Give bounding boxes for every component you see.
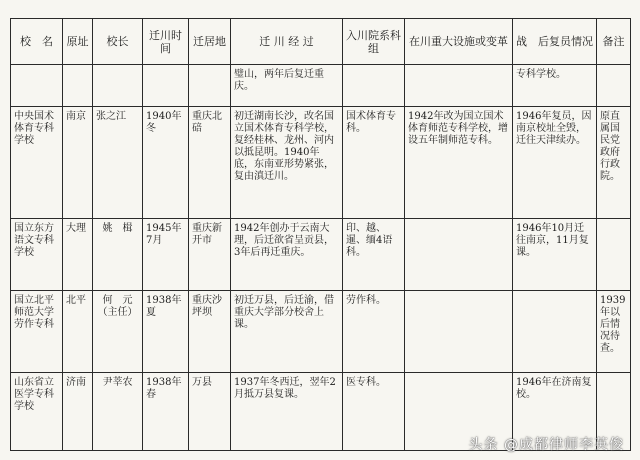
header-major-changes: 在川重大设施或变革 xyxy=(405,19,513,65)
table-header-row xyxy=(11,19,631,65)
cell-relocated-to xyxy=(189,65,231,107)
cell-relocation-process: 初迁万县，后迁渝，借重庆大学部分校舍上课。 xyxy=(231,291,343,373)
cell-major-changes xyxy=(405,291,513,373)
cell-relocation-process: 璧山，两年后复迁重庆。 xyxy=(231,65,343,107)
header-relocation-time: 迁川时间 xyxy=(143,19,189,65)
cell-school-name: 山东省立医学专科学校 xyxy=(11,373,63,451)
cell-major-changes: 1942年改为国立国术体育师范专科学校，增设五年制师范专科。 xyxy=(405,107,513,219)
cell-relocation-time: 1940年冬 xyxy=(143,107,189,219)
cell-relocation-time xyxy=(143,65,189,107)
cell-original-site: 济南 xyxy=(63,373,93,451)
cell-major-changes xyxy=(405,65,513,107)
school-relocation-table xyxy=(10,18,631,451)
cell-remarks xyxy=(597,65,631,107)
cell-school-name xyxy=(11,65,63,107)
header-remarks: 备注 xyxy=(597,19,631,65)
cell-relocation-time: 1938年春 xyxy=(143,373,189,451)
cell-principal xyxy=(93,65,143,107)
cell-principal: 姚 楫 xyxy=(93,219,143,291)
cell-original-site: 大理 xyxy=(63,219,93,291)
header-original-site: 原址 xyxy=(63,19,93,65)
cell-relocated-to: 万县 xyxy=(189,373,231,451)
header-departments: 入川院系科组 xyxy=(343,19,405,65)
table-row xyxy=(11,219,631,291)
cell-school-name: 中央国术体育专科学校 xyxy=(11,107,63,219)
cell-postwar-return: 专科学校。 xyxy=(513,65,597,107)
table-row xyxy=(11,65,631,107)
cell-relocated-to: 重庆北碚 xyxy=(189,107,231,219)
cell-principal: 何 元（主任） xyxy=(93,291,143,373)
cell-remarks xyxy=(597,219,631,291)
header-school-name: 校 名 xyxy=(11,19,63,65)
table-row xyxy=(11,107,631,219)
cell-relocation-process: 初迁湖南长沙，改名国立国术体育专科学校，复经桂林、龙州、河内以抵昆明。1940年底，东南亚形势紧张，复由滇迁川。 xyxy=(231,107,343,219)
cell-departments: 印、越、暹、缅4语科。 xyxy=(343,219,405,291)
cell-postwar-return: 1946年10月迁往南京，11月复课。 xyxy=(513,219,597,291)
cell-relocated-to: 重庆沙坪坝 xyxy=(189,291,231,373)
cell-original-site: 南京 xyxy=(63,107,93,219)
cell-postwar-return xyxy=(513,291,597,373)
cell-departments: 国术体育专科。 xyxy=(343,107,405,219)
cell-relocated-to: 重庆新开市 xyxy=(189,219,231,291)
cell-relocation-process: 1942年创办于云南大理，后迁欲省呈贡县，3年后再迁重庆。 xyxy=(231,219,343,291)
cell-remarks: 1939年以后情况待查。 xyxy=(597,291,631,373)
cell-remarks: 原直属国民党政府行政院。 xyxy=(597,107,631,219)
header-principal: 校长 xyxy=(93,19,143,65)
cell-postwar-return: 1946年在济南复校。 xyxy=(513,373,597,451)
cell-departments: 医专科。 xyxy=(343,373,405,451)
cell-relocation-time: 1945年7月 xyxy=(143,219,189,291)
cell-school-name: 国立北平师范大学劳作专科 xyxy=(11,291,63,373)
table-row xyxy=(11,291,631,373)
cell-relocation-time: 1938年夏 xyxy=(143,291,189,373)
cell-principal: 尹莘农 xyxy=(93,373,143,451)
cell-principal: 张之江 xyxy=(93,107,143,219)
header-postwar-return: 战 后复员情况 xyxy=(513,19,597,65)
watermark: 头条 @成都律师李英俊 xyxy=(468,437,624,453)
cell-departments: 劳作科。 xyxy=(343,291,405,373)
cell-departments xyxy=(343,65,405,107)
header-relocation-process: 迁 川 经 过 xyxy=(231,19,343,65)
cell-original-site: 北平 xyxy=(63,291,93,373)
header-relocated-to: 迁居地 xyxy=(189,19,231,65)
cell-major-changes xyxy=(405,219,513,291)
cell-school-name: 国立东方语文专科学校 xyxy=(11,219,63,291)
cell-relocation-process: 1937年冬西迁，翌年2月抵万县复课。 xyxy=(231,373,343,451)
cell-postwar-return: 1946年复员，因南京校址全毁，迁往天津续办。 xyxy=(513,107,597,219)
cell-original-site xyxy=(63,65,93,107)
